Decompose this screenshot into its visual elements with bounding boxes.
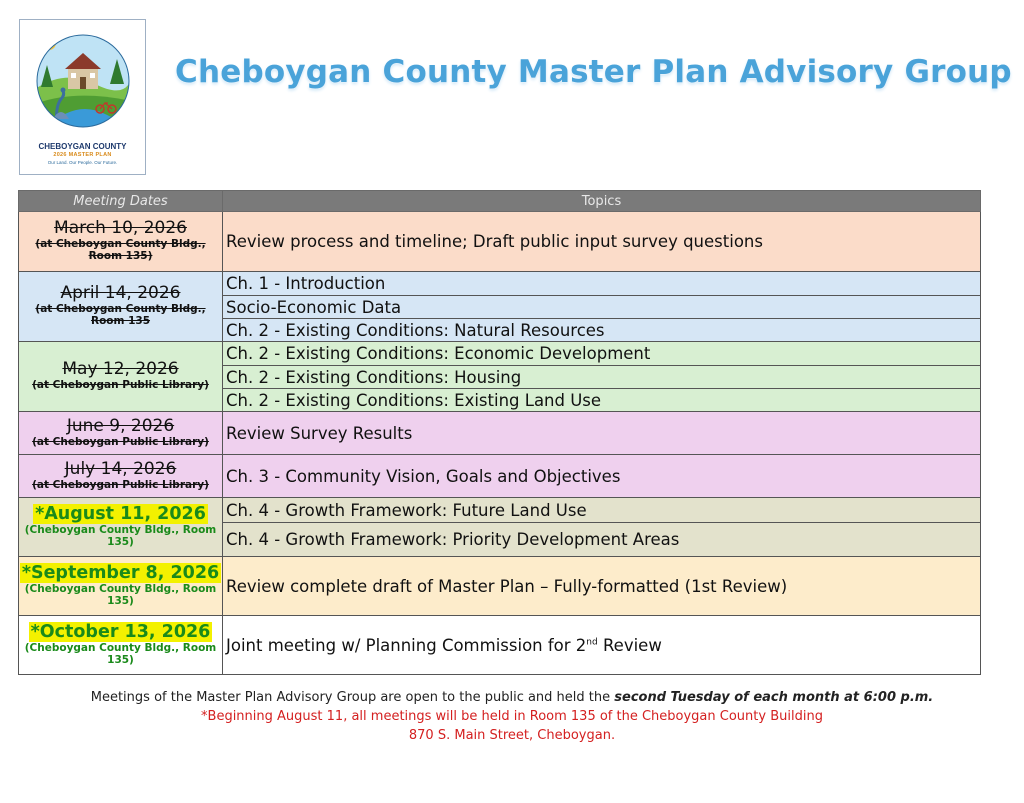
- master-plan-emblem-icon: [35, 29, 131, 141]
- table-row: [19, 212, 981, 272]
- topic-cell: Ch. 4 - Growth Framework: Future Land Use: [223, 498, 981, 523]
- topic-cell: Ch. 2 - Existing Conditions: Economic Development: [223, 342, 981, 366]
- meeting-date: April 14, 2026: [60, 282, 181, 303]
- meeting-location: (Cheboygan County Bldg., Room 135): [24, 523, 217, 549]
- topic-cell: Review process and timeline; Draft public input survey questions: [223, 212, 981, 272]
- meeting-date: May 12, 2026: [62, 359, 179, 380]
- meeting-location: (at Cheboygan Public Library): [32, 435, 209, 448]
- topic-cell: Socio-Economic Data: [223, 296, 981, 319]
- topic-text: Joint meeting w/ Planning Commission for 2: [226, 635, 587, 655]
- meeting-date-cell: [19, 557, 223, 616]
- topic-cell: Review Survey Results: [223, 412, 981, 455]
- meeting-date-cell: [19, 498, 223, 557]
- meeting-date: July 14, 2026: [64, 458, 177, 479]
- table-row: [19, 412, 981, 455]
- county-logo: [19, 19, 146, 175]
- meeting-location: (at Cheboygan County Bldg., Room 135): [35, 237, 206, 263]
- meeting-date-cell: [19, 455, 223, 498]
- topic-cell: Ch. 3 - Community Vision, Goals and Objectives: [223, 455, 981, 498]
- table-row: [19, 342, 981, 366]
- meeting-schedule-table: [18, 190, 981, 675]
- topic-cell: Ch. 2 - Existing Conditions: Housing: [223, 366, 981, 389]
- header-topics: Topics: [223, 191, 981, 212]
- logo-plan-name: 2026 MASTER PLAN: [53, 152, 112, 158]
- meeting-info-text: Meetings of the Master Plan Advisory Group are open to the public and held the: [90, 690, 615, 705]
- meeting-date-cell: [19, 272, 223, 342]
- meeting-date-cell: [19, 412, 223, 455]
- logo-tagline: Our Land. Our People. Our Future.: [47, 160, 118, 165]
- meeting-date-cell: [19, 212, 223, 272]
- table-row: [19, 616, 981, 675]
- building-address: 870 S. Main Street, Cheboygan.: [408, 728, 616, 743]
- meeting-location: (at Cheboygan Public Library): [32, 478, 209, 491]
- meeting-date: March 10, 2026: [54, 217, 187, 238]
- meeting-location: (at Cheboygan County Bldg., Room 135: [35, 302, 206, 328]
- topic-cell: Review complete draft of Master Plan – Fully-formatted (1st Review): [223, 557, 981, 616]
- table-row: [19, 455, 981, 498]
- topic-cell: Ch. 1 - Introduction: [223, 272, 981, 296]
- meeting-location: (at Cheboygan Public Library): [32, 379, 209, 392]
- table-row: [19, 557, 981, 616]
- topic-text-end: Review: [597, 635, 662, 655]
- logo-county-name: CHEBOYGAN COUNTY: [38, 142, 127, 151]
- meeting-date: *September 8, 2026: [21, 563, 220, 584]
- meeting-time-emphasis: second Tuesday of each month at 6:00 p.m.: [614, 690, 934, 705]
- table-row: [19, 498, 981, 523]
- meeting-date: *October 13, 2026: [30, 622, 211, 643]
- table-row: [19, 272, 981, 296]
- header-meeting-dates: Meeting Dates: [19, 191, 223, 212]
- topic-cell: Ch. 4 - Growth Framework: Priority Development Areas: [223, 523, 981, 557]
- topic-cell: Ch. 2 - Existing Conditions: Existing Land Use: [223, 389, 981, 412]
- table-header-row: [19, 191, 981, 212]
- topic-cell: [223, 616, 981, 675]
- page-title: Cheboygan County Master Plan Advisory Group: [175, 54, 1012, 90]
- meeting-date-cell: [19, 616, 223, 675]
- meeting-location: (Cheboygan County Bldg., Room 135): [24, 641, 217, 667]
- ordinal-suffix: nd: [586, 637, 598, 647]
- location-change-notice: *Beginning August 11, all meetings will be held in Room 135 of the Cheboygan County Building: [201, 709, 823, 724]
- meeting-date: *August 11, 2026: [35, 504, 206, 525]
- meeting-date-cell: [19, 342, 223, 412]
- topic-cell: Ch. 2 - Existing Conditions: Natural Resources: [223, 319, 981, 342]
- meeting-date: June 9, 2026: [66, 415, 175, 436]
- meeting-location: (Cheboygan County Bldg., Room 135): [24, 582, 217, 608]
- meeting-info-note: [0, 690, 1024, 705]
